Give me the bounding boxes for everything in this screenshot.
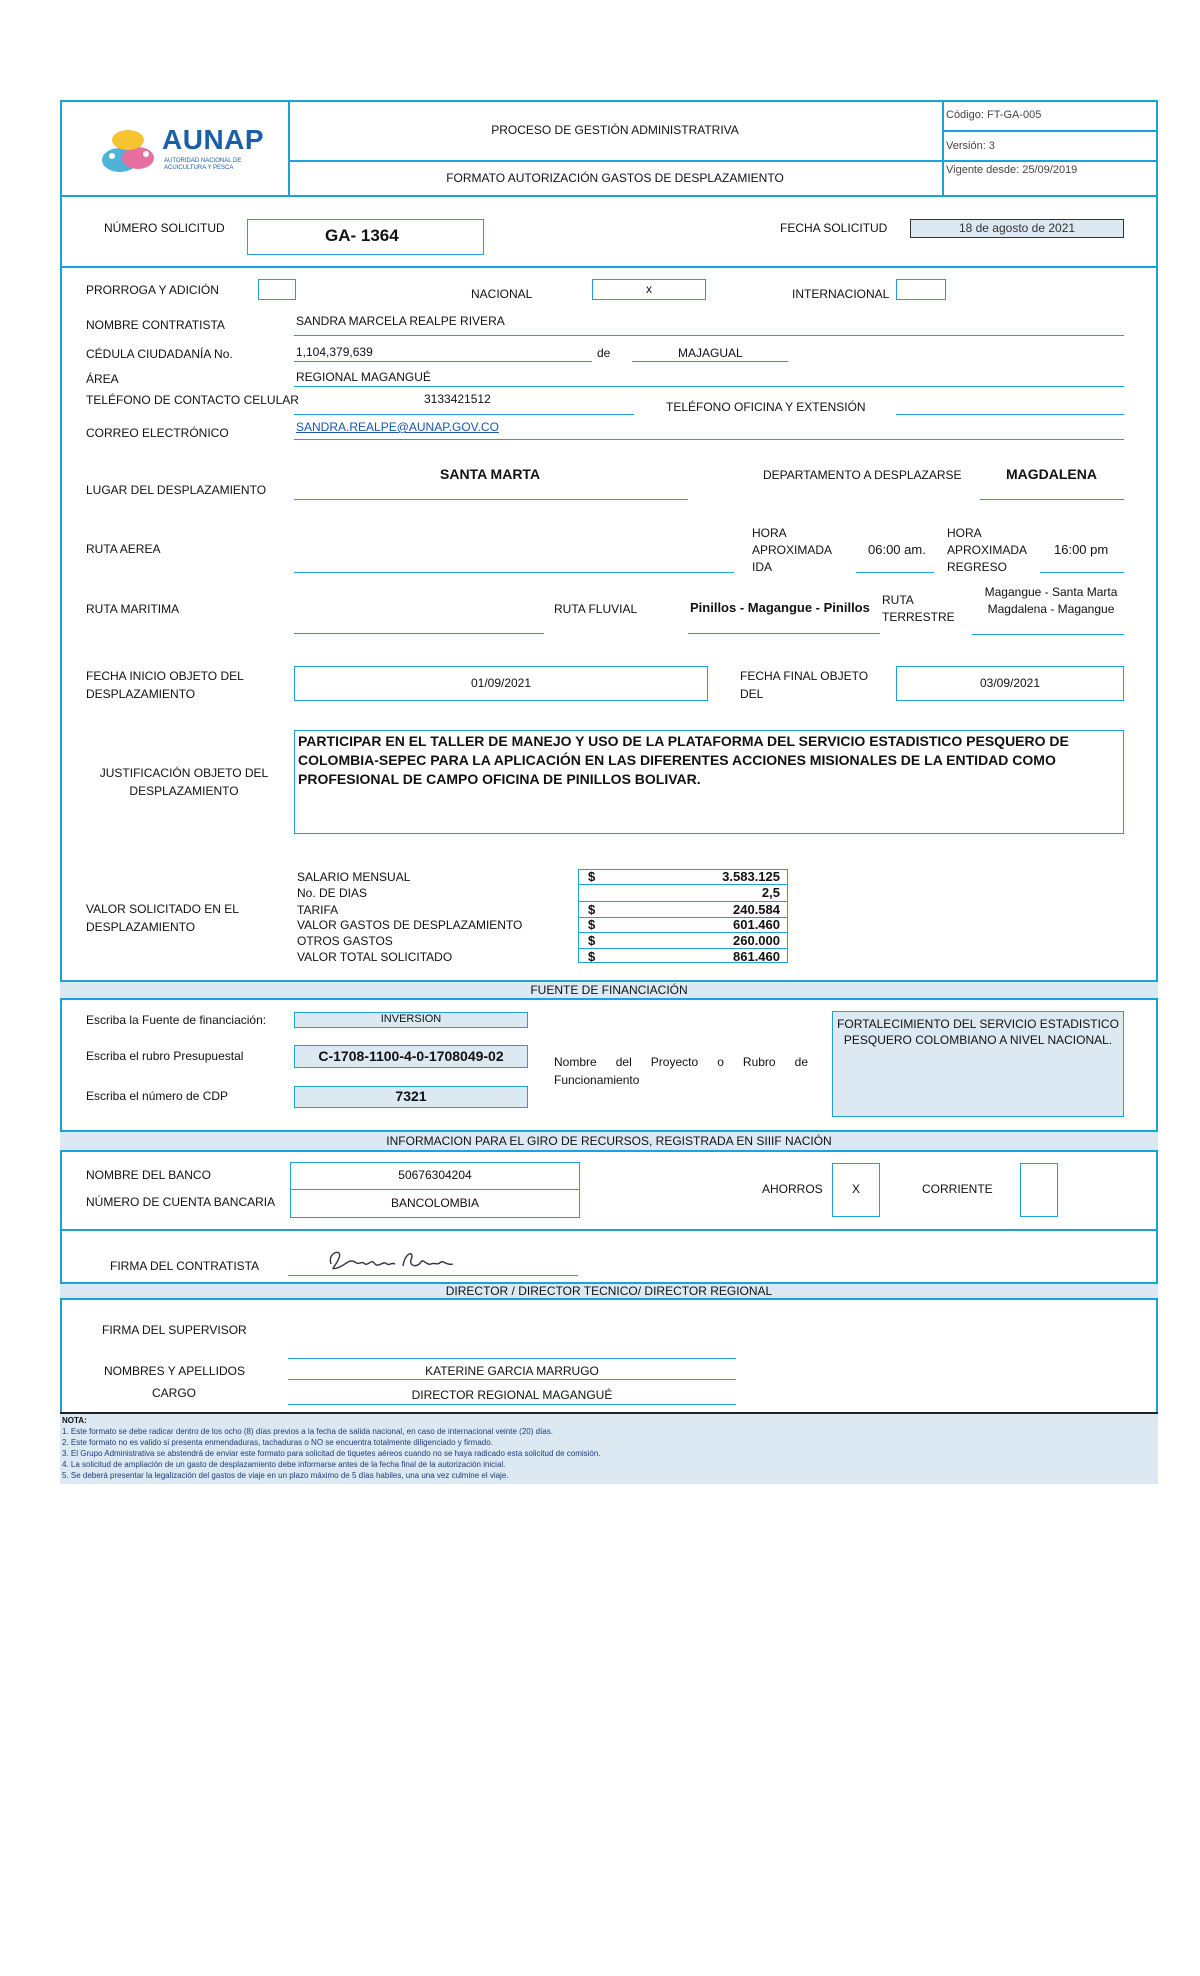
- contractor-signature: [325, 1242, 475, 1278]
- cost-label: TARIFA: [297, 903, 339, 917]
- account-label: NÚMERO DE CUENTA BANCARIA: [86, 1195, 276, 1209]
- nacional-label: NACIONAL: [471, 287, 533, 301]
- cost-value: 601.460: [733, 917, 780, 932]
- prorroga-label: PRORROGA Y ADICIÓN: [86, 283, 219, 297]
- notes-title: NOTA:: [62, 1416, 87, 1425]
- director-band: DIRECTOR / DIRECTOR TECNICO/ DIRECTOR REGIONAL: [60, 1282, 1158, 1300]
- cost-currency: $: [588, 917, 596, 932]
- form-title: FORMATO AUTORIZACIÓN GASTOS DE DESPLAZAMIENTO: [446, 171, 784, 185]
- email-label: CORREO ELECTRÓNICO: [86, 426, 229, 440]
- form-version: Versión: 3: [946, 140, 995, 152]
- end-date-field: 03/09/2021: [896, 666, 1124, 701]
- account-value: BANCOLOMBIA: [390, 1196, 480, 1210]
- project-label: Nombre del Proyecto o Rubro de Funcionamiento: [554, 1055, 808, 1087]
- funding-source-label: Escriba la Fuente de financiación:: [86, 1013, 267, 1027]
- cdp-label: Escriba el número de CDP: [86, 1089, 229, 1103]
- costs-section-label: VALOR SOLICITADO EN EL DESPLAZAMIENTO: [86, 902, 239, 934]
- logo-text: AUNAP: [162, 124, 265, 155]
- departure-time-value: 06:00 am.: [868, 542, 926, 557]
- bank-band: INFORMACION PARA EL GIRO DE RECURSOS, REGISTRADA EN SIIIF NACIÓN: [60, 1130, 1158, 1152]
- request-date-field: 18 de agosto de 2021: [910, 219, 1124, 238]
- land-route-value: Magangue - Santa Marta Magdalena - Magangue: [984, 585, 1118, 616]
- end-date-label: FECHA FINAL OBJETO DEL: [740, 669, 869, 701]
- aunap-logo: [98, 120, 268, 180]
- cost-value: 861.460: [733, 949, 780, 964]
- names-label: NOMBRES Y APELLIDOS: [104, 1364, 245, 1378]
- return-time-label: HORA APROXIMADA REGRESO: [947, 526, 1027, 574]
- cost-label: SALARIO MENSUAL: [297, 870, 411, 884]
- mobile-value: 3133421512: [424, 392, 491, 406]
- signature-icon: [325, 1242, 475, 1278]
- note-item: 4. La solicitud de ampliación de un gasto de desplazamiento debe informarse antes de la fecha final de la autorización inicial.: [62, 1460, 506, 1469]
- cost-currency: $: [588, 933, 596, 948]
- logo-subtext: AUTORIDAD NACIONAL DE ACUICULTURA Y PESCA: [164, 158, 242, 171]
- cost-value: 2,5: [761, 885, 780, 900]
- cost-label: VALOR TOTAL SOLICITADO: [297, 950, 453, 964]
- request-number-value: GA- 1364: [325, 226, 399, 245]
- note-item: 5. Se deberá presentar la legalización del gastos de viaje en un plazo máximo de 5 días habiles, una una vez culmine el viaje.: [62, 1471, 509, 1480]
- land-route-label: RUTA TERRESTRE: [882, 593, 955, 624]
- process-title: PROCESO DE GESTIÓN ADMINISTRATRIVA: [491, 123, 739, 137]
- note-item: 3. El Grupo Administrativa se abstendrá de enviar este formato para solicitad de tiquetes aéreos cuando no se haya radicado esta solicitud de comisión.: [62, 1449, 601, 1458]
- contractor-signature-label: FIRMA DEL CONTRATISTA: [110, 1259, 260, 1273]
- cost-currency: $: [588, 869, 596, 884]
- office-phone-label: TELÉFONO OFICINA Y EXTENSIÓN: [666, 400, 866, 414]
- cost-value: 240.584: [733, 902, 780, 917]
- internacional-label: INTERNACIONAL: [792, 287, 890, 301]
- note-item: 2. Este formato no es valido si presenta enmendaduras, tachaduras o NO se encuentra totalmente diligenciado y firmado.: [62, 1438, 493, 1447]
- cost-value: 260.000: [733, 933, 780, 948]
- justification-value: PARTICIPAR EN EL TALLER DE MANEJO Y USO DE LA PLATAFORMA DEL SERVICIO ESTADISTICO PESQUERO DE COLOMBIA-SEPEC PARA LA APLICACIÓN EN LAS DIFERENTES ACCIONES MISIONALES DE LA ENTIDAD COMO PROFESIONAL DE CAMPO OFICINA DE PINILLOS BOLIVAR.: [298, 733, 1069, 787]
- supervisor-signature-label: FIRMA DEL SUPERVISOR: [102, 1323, 247, 1337]
- internacional-checkbox[interactable]: [896, 279, 946, 300]
- id-value: 1,104,379,639: [296, 345, 373, 359]
- id-city-value: MAJAGUAL: [678, 346, 743, 360]
- sea-route-label: RUTA MARITIMA: [86, 602, 180, 616]
- contractor-name-value: SANDRA MARCELA REALPE RIVERA: [296, 314, 505, 328]
- cost-label: No. DE DIAS: [297, 886, 368, 900]
- place-value: SANTA MARTA: [440, 466, 541, 482]
- mobile-label: TELÉFONO DE CONTACTO CELULAR: [86, 393, 299, 407]
- department-label: DEPARTAMENTO A DESPLAZARSE: [763, 468, 962, 482]
- return-time-value: 16:00 pm: [1054, 542, 1109, 557]
- id-label: CÉDULA CIUDADANÍA No.: [86, 347, 233, 361]
- checking-label: CORRIENTE: [922, 1182, 993, 1196]
- note-item: 1. Este formato se debe radicar dentro de los ocho (8) días previos a la fecha de salida nacional, en caso de internacional veinte (20) días.: [62, 1427, 553, 1436]
- river-route-value: Pinillos - Magangue - Pinillos: [690, 600, 870, 615]
- form-code: Código: FT-GA-005: [946, 109, 1042, 121]
- request-date-label: FECHA SOLICITUD: [780, 221, 888, 235]
- rubro-label: Escriba el rubro Presupuestal: [86, 1049, 244, 1063]
- id-de-label: de: [597, 346, 611, 360]
- notes-section: [60, 1412, 1158, 1484]
- prorroga-checkbox[interactable]: [258, 279, 296, 300]
- fish-logo-icon: [98, 120, 164, 178]
- rubro-field[interactable]: C-1708-1100-4-0-1708049-02: [294, 1045, 528, 1068]
- area-value: REGIONAL MAGANGUÉ: [296, 370, 431, 384]
- start-date-field: 01/09/2021: [294, 666, 708, 701]
- request-number-label: NÚMERO SOLICITUD: [104, 221, 225, 235]
- cost-currency: $: [588, 949, 596, 964]
- cost-label: VALOR GASTOS DE DESPLAZAMIENTO: [297, 918, 523, 932]
- project-field[interactable]: FORTALECIMIENTO DEL SERVICIO ESTADISTICO PESQUERO COLOMBIANO A NIVEL NACIONAL.: [832, 1011, 1124, 1117]
- start-date-label: FECHA INICIO OBJETO DEL DESPLAZAMIENTO: [86, 669, 244, 701]
- names-value: KATERINE GARCIA MARRUGO: [425, 1364, 599, 1378]
- air-route-label: RUTA AEREA: [86, 542, 161, 556]
- nacional-checkbox[interactable]: x: [592, 279, 706, 300]
- funding-source-field[interactable]: INVERSION: [294, 1012, 528, 1028]
- area-label: ÁREA: [86, 372, 119, 386]
- justification-label: JUSTIFICACIÓN OBJETO DEL DESPLAZAMIENTO: [99, 766, 269, 798]
- river-route-label: RUTA FLUVIAL: [554, 602, 638, 616]
- contractor-name-label: NOMBRE CONTRATISTA: [86, 318, 225, 332]
- role-label: CARGO: [152, 1386, 197, 1400]
- cdp-field[interactable]: 7321: [294, 1086, 528, 1108]
- bank-name-label: NOMBRE DEL BANCO: [86, 1168, 211, 1182]
- bank-name-value: 50676304204: [398, 1168, 472, 1182]
- email-link[interactable]: SANDRA.REALPE@AUNAP.GOV.CO: [296, 420, 499, 434]
- cost-currency: $: [588, 902, 596, 917]
- cost-label: OTROS GASTOS: [297, 934, 393, 948]
- cost-value: 3.583.125: [722, 869, 780, 884]
- department-value: MAGDALENA: [1006, 466, 1097, 482]
- savings-checkbox[interactable]: X: [832, 1163, 880, 1217]
- role-value: DIRECTOR REGIONAL MAGANGUÉ: [411, 1388, 613, 1402]
- departure-time-label: HORA APROXIMADA IDA: [752, 526, 832, 574]
- valid-from: Vigente desde: 25/09/2019: [946, 164, 1078, 176]
- funding-band: FUENTE DE FINANCIACIÓN: [60, 980, 1158, 1000]
- place-label: LUGAR DEL DESPLAZAMIENTO: [86, 483, 267, 497]
- savings-label: AHORROS: [762, 1182, 823, 1196]
- checking-checkbox[interactable]: [1020, 1163, 1058, 1217]
